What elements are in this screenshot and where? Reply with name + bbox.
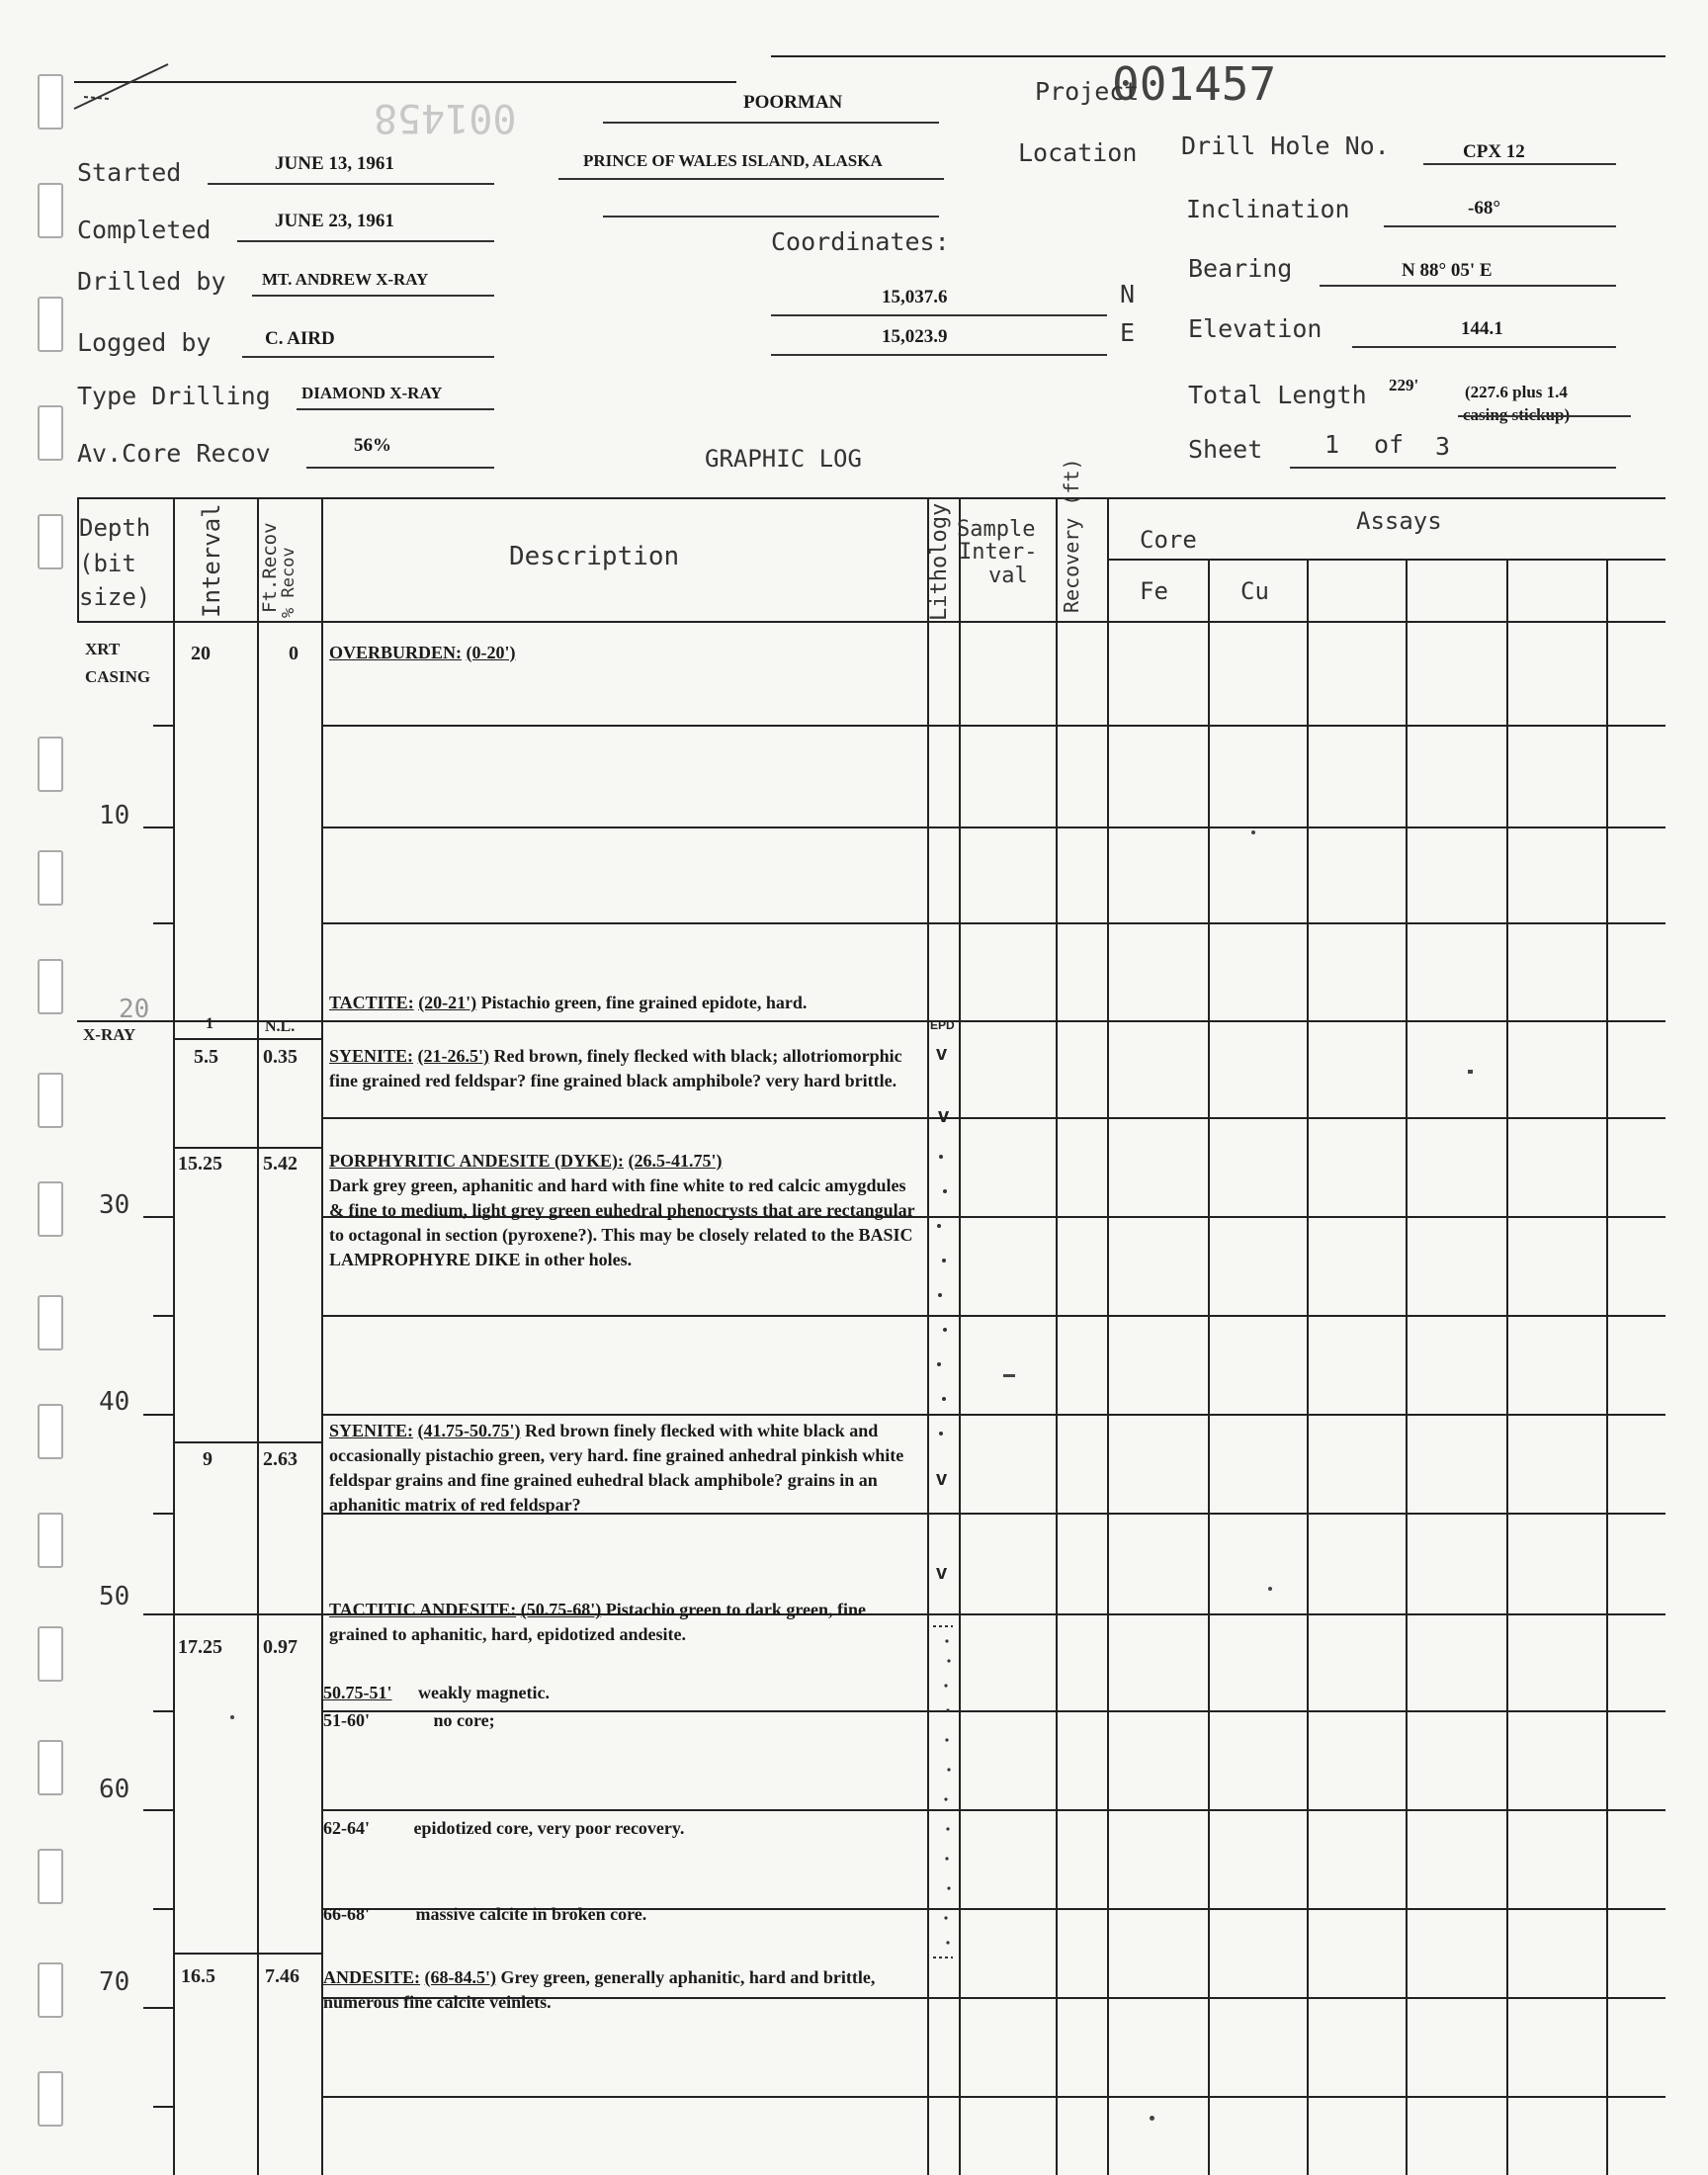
completed-label: Completed: [77, 216, 212, 244]
drill-hole-value: CPX 12: [1463, 141, 1525, 162]
recovery-header: Ft.Recov: [259, 522, 281, 613]
graphic-log-title: GRAPHIC LOG: [705, 445, 862, 473]
sub-range: 62-64': [323, 1818, 370, 1838]
depth-tick: [153, 1315, 173, 1317]
underline: [306, 467, 494, 469]
sub-range: 66-68': [323, 1904, 370, 1924]
interval-value: 20: [191, 643, 211, 664]
row-rule: [321, 2096, 1665, 2098]
drill-hole-label: Drill Hole No.: [1181, 131, 1390, 160]
coord-n-value: 15,037.6: [882, 287, 948, 307]
assays-header: Assays: [1356, 507, 1442, 535]
underline: [603, 216, 939, 218]
core-recovery-label: Av.Core Recov: [77, 439, 271, 468]
col-rule: [257, 497, 259, 2175]
sample-check-mark: v: [938, 1105, 950, 1127]
inclination-value: -68°: [1468, 198, 1500, 218]
sheet-of: of: [1374, 430, 1405, 459]
speck: [1251, 830, 1255, 834]
underline: [297, 408, 494, 410]
unit-title: PORPHYRITIC ANDESITE (DYKE):: [329, 1151, 625, 1171]
row-rule: [173, 1147, 321, 1149]
drilled-by-value: MT. ANDREW X-RAY: [262, 270, 429, 289]
project-label: Project: [1035, 77, 1140, 106]
unit-text: Red brown finely flecked with white black and occasionally pistachio green, very hard. fine grained anhedral pinkish white feldspar grains and fine grained euhedral black amphibole? grains in an aphanitic matrix of red feldspar?: [329, 1421, 904, 1515]
location-value: PRINCE OF WALES ISLAND, ALASKA: [583, 151, 883, 170]
recovery-ft-header: Recovery (ft): [1060, 458, 1083, 613]
binder-hole: [38, 74, 63, 130]
underline: [558, 178, 944, 180]
depth-tick: [153, 1710, 173, 1712]
binder-hole: [38, 1181, 63, 1237]
depth-70: 70: [99, 1967, 130, 1997]
syenite-2-entry: [329, 1419, 922, 1518]
col-rule: [173, 497, 175, 2175]
speck: [230, 1715, 234, 1719]
binder-hole: [38, 737, 63, 792]
depth-header-2: (bit: [79, 550, 136, 577]
row-rule: [173, 1038, 321, 1040]
recovery-value: 2.63: [263, 1448, 298, 1470]
sub-range: 50.75-51': [323, 1683, 392, 1702]
bit-size-2: CASING: [85, 667, 151, 686]
underline: [1352, 346, 1616, 348]
type-drilling-label: Type Drilling: [77, 382, 271, 410]
core-recovery-value: 56%: [354, 435, 391, 456]
row-rule: [321, 1809, 1665, 1811]
bearing-value: N 88° 05' E: [1402, 260, 1493, 281]
underline: [237, 240, 494, 242]
recovery-pct-header: % Recov: [279, 547, 299, 618]
sheet-label: Sheet: [1188, 435, 1263, 464]
logged-by-label: Logged by: [77, 328, 212, 357]
underline: [771, 314, 1107, 316]
project-value: POORMAN: [743, 92, 843, 113]
location-label: Location: [1018, 138, 1138, 167]
sample-header-3: val: [988, 564, 1028, 588]
binder-hole: [38, 2071, 63, 2127]
unit-range: (50.75-68'): [520, 1600, 602, 1619]
recovery-value: N.L.: [265, 1018, 296, 1035]
unit-text: Pistachio green, fine grained epidote, hard.: [480, 993, 808, 1012]
total-length-label: Total Length: [1188, 381, 1367, 409]
row-rule: [321, 1414, 1665, 1416]
recovery-value: 0.35: [263, 1046, 298, 1068]
corner-mark: [69, 59, 178, 119]
assays-sub-rule: [1107, 559, 1665, 561]
binder-hole: [38, 514, 63, 569]
lithology-symbol: EPD: [930, 1018, 955, 1032]
unit-range: (20-21'): [418, 993, 477, 1012]
depth-tick: [143, 1613, 173, 1615]
row-rule: [321, 1315, 1665, 1317]
underline: [1458, 415, 1631, 417]
col-rule: [959, 497, 961, 2175]
binder-hole: [38, 850, 63, 906]
bit-size-1: XRT: [85, 640, 121, 658]
unit-text: Pistachio green to dark green, fine grained to aphanitic, hard, epidotized andesite.: [329, 1600, 867, 1644]
row-rule: [173, 1020, 1665, 1022]
total-length-note-1: (227.6 plus 1.4: [1465, 383, 1568, 401]
description-header: Description: [509, 542, 680, 571]
unit-range: (26.5-41.75'): [628, 1151, 723, 1171]
unit-range: (68-84.5'): [424, 1967, 497, 1987]
overburden-entry: [329, 641, 516, 665]
andesite-entry: [323, 1965, 921, 2015]
col-rule: [1606, 559, 1608, 2175]
bearing-label: Bearing: [1188, 254, 1293, 283]
sample-header-2: Inter-: [959, 540, 1038, 565]
col-rule: [1107, 497, 1109, 2175]
binder-hole: [38, 959, 63, 1014]
underline: [1290, 467, 1616, 469]
sample-header-1: Sample: [957, 517, 1036, 542]
sub-interval-1: [323, 1681, 550, 1705]
row-rule: [173, 1441, 321, 1443]
core-header: Core: [1140, 526, 1197, 554]
elevation-value: 144.1: [1461, 318, 1503, 339]
binder-hole: [38, 405, 63, 461]
syenite-entry: [329, 1044, 922, 1093]
project-number-stamp: 001457: [1112, 57, 1277, 111]
sample-check-mark: v: [936, 1043, 948, 1065]
underline: [252, 295, 494, 297]
col-rule: [1056, 497, 1058, 2175]
unit-title: SYENITE:: [329, 1046, 414, 1066]
underline: [1384, 225, 1616, 227]
faint-number-stamp: 001458: [374, 95, 517, 140]
col-rule: [1307, 559, 1309, 2175]
underline: [1423, 163, 1616, 165]
depth-60: 60: [99, 1775, 130, 1804]
depth-tick: [143, 2007, 173, 2009]
unit-range: (21-26.5'): [417, 1046, 490, 1066]
drilled-by-label: Drilled by: [77, 267, 226, 296]
sheet-total: 3: [1435, 432, 1451, 461]
unit-range: (0-20'): [466, 643, 516, 662]
speck: [1003, 1374, 1015, 1377]
sub-interval-4: [323, 1902, 646, 1927]
col-rule: [1406, 559, 1408, 2175]
interval-value: 9: [203, 1448, 213, 1470]
type-drilling-value: DIAMOND X-RAY: [301, 384, 443, 402]
lithology-pattern: [927, 1147, 959, 1977]
speck: [1150, 2116, 1154, 2121]
depth-tick: [153, 1908, 173, 1910]
sub-text: weakly magnetic.: [418, 1683, 550, 1702]
depth-tick: [153, 1513, 173, 1515]
depth-tick: [143, 826, 173, 828]
depth-tick: [143, 1414, 173, 1416]
speck: [1468, 1070, 1473, 1074]
unit-title: OVERBURDEN:: [329, 643, 463, 662]
tactitic-andesite-entry: [329, 1598, 922, 1647]
elevation-label: Elevation: [1188, 314, 1323, 343]
table-top-rule: [77, 497, 1665, 499]
depth-20: 20: [119, 995, 150, 1024]
depth-header-3: size): [79, 583, 151, 611]
coord-n-label: N: [1120, 280, 1136, 308]
total-length-note-2: casing stickup): [1463, 405, 1571, 424]
row-rule: [321, 725, 1665, 727]
started-label: Started: [77, 158, 182, 187]
coord-e-label: E: [1120, 318, 1136, 347]
row-rule: [173, 1953, 321, 1955]
sub-interval-2: [323, 1708, 495, 1733]
completed-value: JUNE 23, 1961: [275, 211, 394, 231]
sub-text: epidotized core, very poor recovery.: [413, 1818, 685, 1838]
unit-text: Red brown, finely flecked with black; allotriomorphic fine grained red feldspar? fine grained black amphibole? very hard brittle.: [329, 1046, 902, 1090]
sample-check-mark: v: [936, 1562, 948, 1584]
sheet-value: 1: [1324, 430, 1340, 459]
col-rule: [1506, 559, 1508, 2175]
binder-hole: [38, 1073, 63, 1128]
inclination-label: Inclination: [1186, 195, 1350, 223]
depth-50: 50: [99, 1582, 130, 1611]
unit-text: Dark grey green, aphanitic and hard with fine white to red calcic amygdules & fine to medium, light grey green euhedral phenocrysts that are rectangular to octagonal in section (pyroxene?). This may be closely related to the BASIC LAMPROPHYRE DIKE in other holes.: [329, 1175, 915, 1269]
depth-tick: [153, 725, 173, 727]
interval-header: Interval: [198, 503, 225, 618]
lithology-header: Lithology: [927, 502, 952, 621]
depth-tick: [143, 1809, 173, 1811]
logged-by-value: C. AIRD: [265, 328, 335, 349]
binder-hole: [38, 1295, 63, 1350]
underline: [242, 356, 494, 358]
total-length-value: 229': [1389, 376, 1419, 394]
binder-hole: [38, 1513, 63, 1568]
binder-hole: [38, 1849, 63, 1904]
interval-value: 1: [206, 1015, 214, 1032]
bit-size-3: X-RAY: [83, 1025, 136, 1044]
sub-text: massive calcite in broken core.: [415, 1904, 647, 1924]
row-rule: [321, 826, 1665, 828]
speck: [1268, 1587, 1272, 1591]
unit-title: SYENITE:: [329, 1421, 414, 1440]
depth-tick: [143, 1216, 173, 1218]
sub-interval-3: [323, 1816, 684, 1841]
interval-value: 17.25: [178, 1636, 222, 1658]
depth-tick: [153, 922, 173, 924]
row-rule: [321, 1117, 1665, 1119]
recovery-value: 7.46: [265, 1965, 299, 1987]
depth-tick: [153, 2106, 173, 2108]
tactite-entry: [329, 991, 922, 1015]
underline: [603, 122, 939, 124]
binder-hole: [38, 1626, 63, 1682]
unit-title: ANDESITE:: [323, 1967, 421, 1987]
sub-text: no core;: [433, 1710, 495, 1730]
interval-value: 16.5: [181, 1965, 215, 1987]
row-rule: [321, 1710, 1665, 1712]
depth-30: 30: [99, 1190, 130, 1220]
underline: [771, 354, 1107, 356]
unit-text: Grey green, generally aphanitic, hard and brittle, numerous fine calcite veinlets.: [323, 1967, 876, 2012]
recovery-value: 0.97: [263, 1636, 298, 1658]
coordinates-label: Coordinates:: [771, 227, 950, 256]
binder-hole: [38, 1404, 63, 1459]
binder-hole: [38, 1740, 63, 1795]
interval-value: 5.5: [194, 1046, 218, 1068]
row-rule: [321, 922, 1665, 924]
coord-e-value: 15,023.9: [882, 326, 948, 347]
underline: [1320, 285, 1616, 287]
recovery-value: 5.42: [263, 1153, 298, 1174]
table-header-rule: [77, 621, 1665, 623]
recovery-value: 0: [289, 643, 299, 664]
depth-40: 40: [99, 1387, 130, 1417]
andesite-dyke-entry: [329, 1149, 922, 1272]
fe-header: Fe: [1140, 577, 1168, 605]
binder-hole: [38, 183, 63, 238]
col-rule: [1208, 559, 1210, 2175]
depth-header-1: Depth: [79, 514, 151, 542]
unit-range: (41.75-50.75'): [417, 1421, 521, 1440]
cu-header: Cu: [1240, 577, 1269, 605]
depth-10: 10: [99, 801, 130, 830]
binder-hole: [38, 297, 63, 352]
sub-range: 51-60': [323, 1710, 370, 1730]
sample-check-mark: v: [936, 1468, 948, 1490]
unit-title: TACTITIC ANDESITE:: [329, 1600, 517, 1619]
unit-title: TACTITE:: [329, 993, 414, 1012]
interval-value: 15.25: [178, 1153, 222, 1174]
binder-hole: [38, 1962, 63, 2018]
underline: [208, 183, 494, 185]
started-value: JUNE 13, 1961: [275, 153, 394, 174]
